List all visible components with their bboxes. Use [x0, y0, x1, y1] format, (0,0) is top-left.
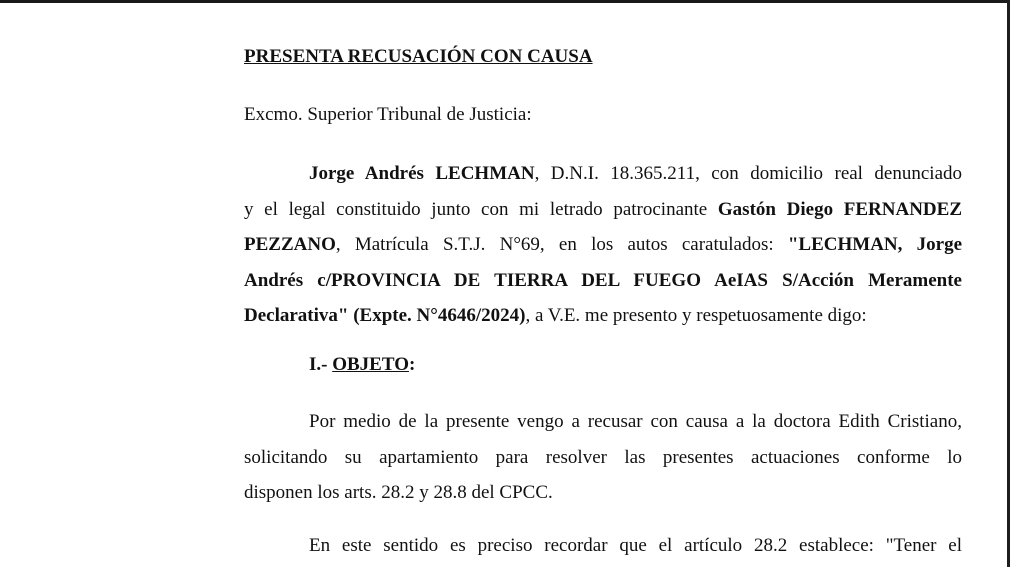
paragraph-line [244, 192, 962, 228]
lawyer-name: Gastón Diego FERNANDEZ [717, 198, 962, 220]
right-border-line [1007, 0, 1010, 567]
petitioner-name: Jorge Andrés LECHMAN [309, 163, 535, 184]
paragraph-line [244, 156, 962, 192]
paragraph-intro [244, 156, 962, 334]
document-title: PRESENTA RECUSACIÓN CON CAUSA [244, 46, 593, 67]
case-title-middle: Andrés c/PROVINCIA DE TIERRA DEL FUEGO AeIAS S/Acción Meramente [244, 269, 962, 291]
text-segment: y el legal constituido junto con mi letrado patrocinante [244, 198, 718, 220]
paragraph-line [244, 227, 962, 263]
paragraph-article [244, 528, 962, 564]
case-title-start: "LECHMAN, Jorge [787, 234, 963, 255]
text-segment: , Matrícula S.T.J. N°69, en los autos caratulados: [335, 234, 788, 255]
top-border-line [0, 0, 1010, 3]
paragraph-line: solicitando su apartamiento para resolver las presentes actuaciones conforme lo [244, 446, 962, 468]
text-segment: , a V.E. me presento y respetuosamente digo: [525, 305, 867, 326]
paragraph-line [244, 298, 962, 334]
case-title-end: Declarativa" (Expte. N°4646/2024) [244, 305, 526, 326]
section-label: OBJETO [332, 354, 409, 375]
greeting-line: Excmo. Superior Tribunal de Justicia: [244, 104, 532, 125]
paragraph-line: En este sentido es preciso recordar que el artículo 28.2 establece: "Tener el [309, 535, 962, 556]
paragraph-line [244, 263, 962, 299]
paragraph-line: disponen los arts. 28.2 y 28.8 del CPCC. [244, 482, 553, 503]
section-colon: : [408, 354, 416, 375]
section-number: I.- [309, 354, 333, 375]
section-heading-objeto [309, 354, 415, 376]
paragraph-objeto [244, 404, 962, 511]
text-segment: , D.N.I. 18.365.211, con domicilio real denunciado [534, 163, 963, 184]
paragraph-line: Por medio de la presente vengo a recusar con causa a la doctora Edith Cristiano, [309, 411, 962, 432]
lawyer-surname: PEZZANO [244, 234, 336, 255]
